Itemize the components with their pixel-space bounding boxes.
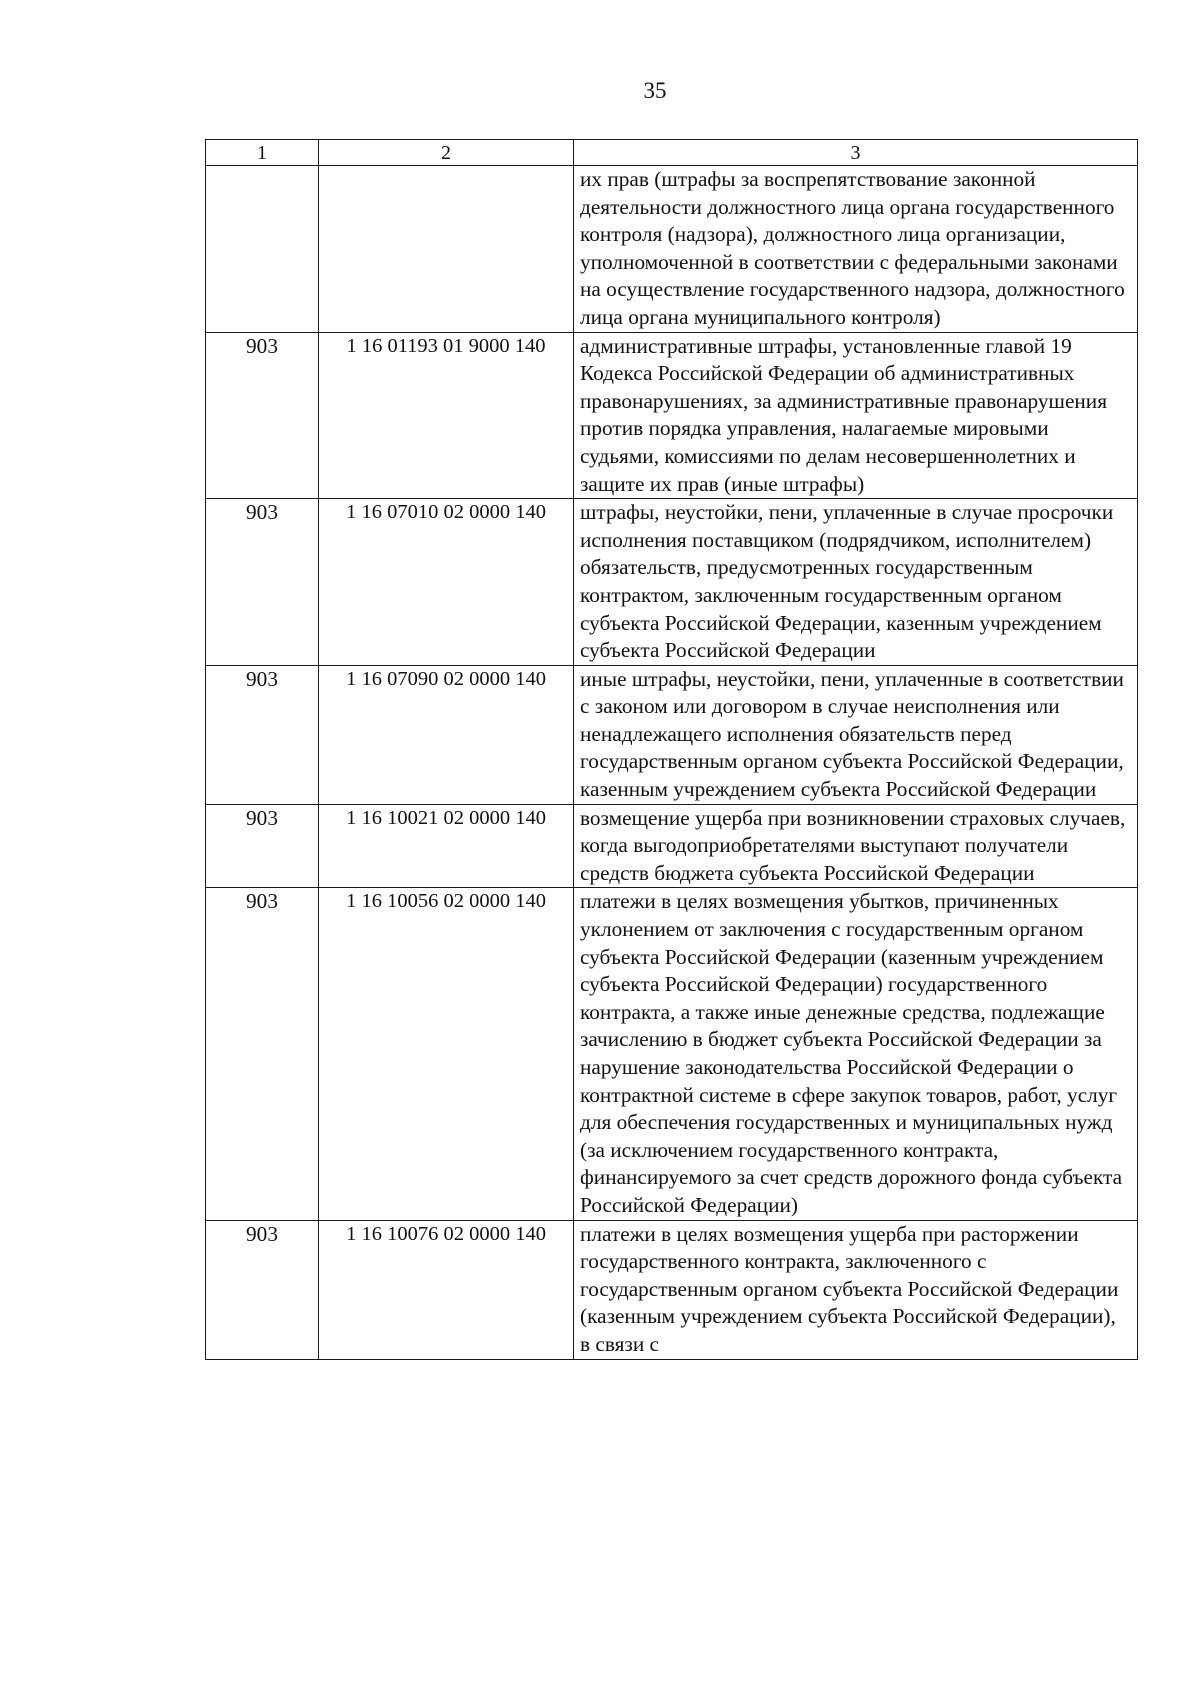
description-cell: возмещение ущерба при возникновении страховых случаев, когда выгодоприобретателями выступают получатели средств бюджета субъекта Российской Федерации bbox=[574, 804, 1138, 888]
admin-code-cell: 903 bbox=[206, 888, 319, 1220]
budget-code-cell: 1 16 07010 02 0000 140 bbox=[319, 499, 574, 666]
budget-codes-table bbox=[205, 139, 1138, 1360]
admin-code-cell: 903 bbox=[206, 804, 319, 888]
table-row bbox=[206, 888, 1138, 1220]
admin-code-cell: 903 bbox=[206, 499, 319, 666]
table-header bbox=[206, 140, 1138, 166]
budget-code-cell: 1 16 10056 02 0000 140 bbox=[319, 888, 574, 1220]
table-row bbox=[206, 1220, 1138, 1359]
description-cell: платежи в целях возмещения ущерба при расторжении государственного контракта, заключенного с государственным органом субъекта Российской Федерации (казенным учреждением субъекта Российской Федерации), в связи с bbox=[574, 1220, 1138, 1359]
admin-code-cell bbox=[206, 166, 319, 333]
budget-code-cell: 1 16 10021 02 0000 140 bbox=[319, 804, 574, 888]
table-row bbox=[206, 499, 1138, 666]
description-cell: иные штрафы, неустойки, пени, уплаченные в соответствии с законом или договором в случае неисполнения или ненадлежащего исполнения обязательств перед государственным органом субъекта Российской Федерации, казенным учреждением субъекта Российской Федерации bbox=[574, 665, 1138, 804]
table-body bbox=[206, 166, 1138, 1360]
page-number: 35 bbox=[643, 78, 667, 103]
admin-code-cell: 903 bbox=[206, 332, 319, 499]
table-row bbox=[206, 665, 1138, 804]
admin-code-cell: 903 bbox=[206, 665, 319, 804]
description-cell: платежи в целях возмещения убытков, причиненных уклонением от заключения с государственным органом субъекта Российской Федерации (казенным учреждением субъекта Российской Федерации) государственного контракта, а также иные денежные средства, подлежащие зачислению в бюджет субъекта Российской Федерации за нарушение законодательства Российской Федерации о контрактной системе в сфере закупок товаров, работ, услуг для обеспечения государственных и муниципальных нужд (за исключением государственного контракта, финансируемого за счет средств дорожного фонда субъекта Российской Федерации) bbox=[574, 888, 1138, 1220]
column-header-2: 2 bbox=[319, 140, 574, 166]
table-row bbox=[206, 332, 1138, 499]
column-header-1: 1 bbox=[206, 140, 319, 166]
budget-code-cell: 1 16 10076 02 0000 140 bbox=[319, 1220, 574, 1359]
admin-code-cell: 903 bbox=[206, 1220, 319, 1359]
budget-code-cell: 1 16 07090 02 0000 140 bbox=[319, 665, 574, 804]
description-cell: административные штрафы, установленные главой 19 Кодекса Российской Федерации об административных правонарушениях, за административные правонарушения против порядка управления, налагаемые мировыми судьями, комиссиями по делам несовершеннолетних и защите их прав (иные штрафы) bbox=[574, 332, 1138, 499]
table-row bbox=[206, 804, 1138, 888]
description-cell: их прав (штрафы за воспрепятствование законной деятельности должностного лица органа государственного контроля (надзора), должностного лица организации, уполномоченной в соответствии с федеральными законами на осуществление государственного надзора, должностного лица органа муниципального контроля) bbox=[574, 166, 1138, 333]
budget-code-cell bbox=[319, 166, 574, 333]
budget-code-cell: 1 16 01193 01 9000 140 bbox=[319, 332, 574, 499]
description-cell: штрафы, неустойки, пени, уплаченные в случае просрочки исполнения поставщиком (подрядчиком, исполнителем) обязательств, предусмотренных государственным контрактом, заключенным государственным органом субъекта Российской Федерации, казенным учреждением субъекта Российской Федерации bbox=[574, 499, 1138, 666]
column-header-3: 3 bbox=[574, 140, 1138, 166]
header-row bbox=[206, 140, 1138, 166]
table-row bbox=[206, 166, 1138, 333]
